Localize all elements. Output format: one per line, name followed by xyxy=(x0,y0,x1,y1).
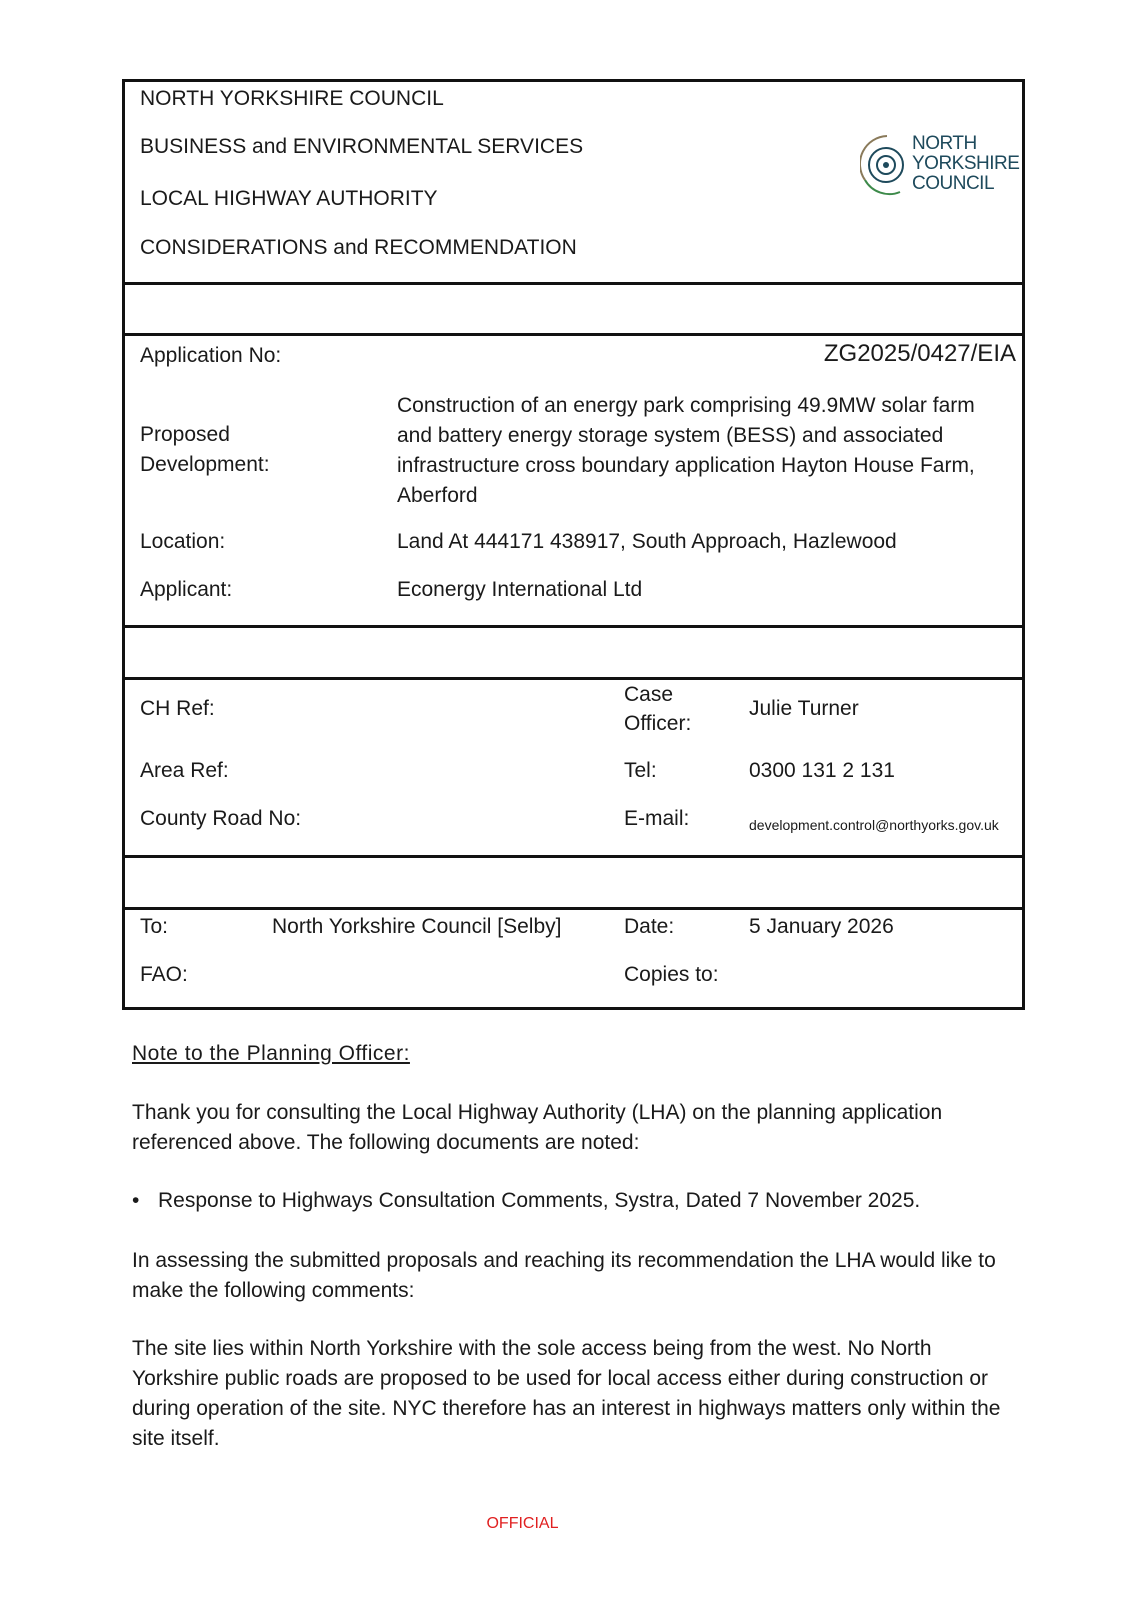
date: 5 January 2026 xyxy=(749,915,894,938)
note-heading: Note to the Planning Officer: xyxy=(132,1042,410,1065)
dev-text: and battery energy storage system (BESS) and associated xyxy=(397,424,944,447)
to: North Yorkshire Council [Selby] xyxy=(272,915,562,938)
paragraph-3: The site lies within North Yorkshire with the sole access being from the west. No North Yorkshire public roads are proposed to be used for local access either during construction or during operation of the site. NYC therefore has an interest in highways matters only within the site itself. xyxy=(132,1337,1001,1450)
location: Land At 444171 438917, South Approach, Hazlewood xyxy=(397,530,897,553)
fao-label: FAO: xyxy=(140,963,188,986)
ch-ref-label: CH Ref: xyxy=(140,697,215,720)
application-section xyxy=(125,336,1022,628)
date-label: Date: xyxy=(624,915,675,938)
logo-text: NORTH YORKSHIRE COUNCIL xyxy=(912,133,1020,194)
spacer-row xyxy=(125,628,1022,680)
area-ref-label: Area Ref: xyxy=(140,759,229,782)
dev-text: Construction of an energy park comprising 49.9MW solar farm xyxy=(397,394,975,417)
applicant-label: Applicant: xyxy=(140,578,233,601)
tel-label: Tel: xyxy=(624,759,657,782)
department: BUSINESS and ENVIRONMENTAL SERVICES xyxy=(140,135,584,158)
county-road-label: County Road No: xyxy=(140,807,302,830)
council-name: NORTH YORKSHIRE COUNCIL xyxy=(140,87,444,110)
case-officer: Julie Turner xyxy=(749,697,859,720)
location-label: Location: xyxy=(140,530,226,553)
doc-title: CONSIDERATIONS and RECOMMENDATION xyxy=(140,236,577,259)
copies-label: Copies to: xyxy=(624,963,719,986)
routing-section xyxy=(125,910,1022,1010)
paragraph-1: Thank you for consulting the Local Highway Authority (LHA) on the planning application referenced above. The following documents are noted: xyxy=(132,1101,943,1154)
paragraph-2: In assessing the submitted proposals and reaching its recommendation the LHA would like to make the following comments: xyxy=(132,1249,996,1302)
app-no-label: Application No: xyxy=(140,344,282,367)
email-link[interactable]: development.control@northyorks.gov.uk xyxy=(749,817,999,833)
council-logo xyxy=(860,130,1020,200)
bullet-text: Response to Highways Consultation Comments, Systra, Dated 7 November 2025. xyxy=(158,1189,921,1212)
case-officer-label: Case xyxy=(624,683,674,706)
authority: LOCAL HIGHWAY AUTHORITY xyxy=(140,187,438,210)
to-label: To: xyxy=(140,915,169,938)
spacer-row xyxy=(125,285,1022,336)
case-officer-label-2: Officer: xyxy=(624,712,692,735)
tel: 0300 131 2 131 xyxy=(749,759,895,782)
classification-marking: OFFICIAL xyxy=(486,1515,559,1532)
spacer-row xyxy=(125,858,1022,910)
app-no: ZG2025/0427/EIA xyxy=(823,340,1016,367)
rose-icon xyxy=(860,130,914,200)
bullet-icon: • xyxy=(132,1189,140,1212)
bullet-item xyxy=(132,1186,1012,1216)
dev-text: Aberford xyxy=(397,484,478,507)
header-section xyxy=(125,82,1022,285)
refs-section xyxy=(125,680,1022,858)
header-table xyxy=(122,79,1025,1010)
applicant: Econergy International Ltd xyxy=(397,578,643,601)
dev-label: Proposed xyxy=(140,423,230,446)
email-label: E-mail: xyxy=(624,807,690,830)
dev-label-2: Development: xyxy=(140,453,270,476)
dev-text: infrastructure cross boundary application Hayton House Farm, xyxy=(397,454,975,477)
